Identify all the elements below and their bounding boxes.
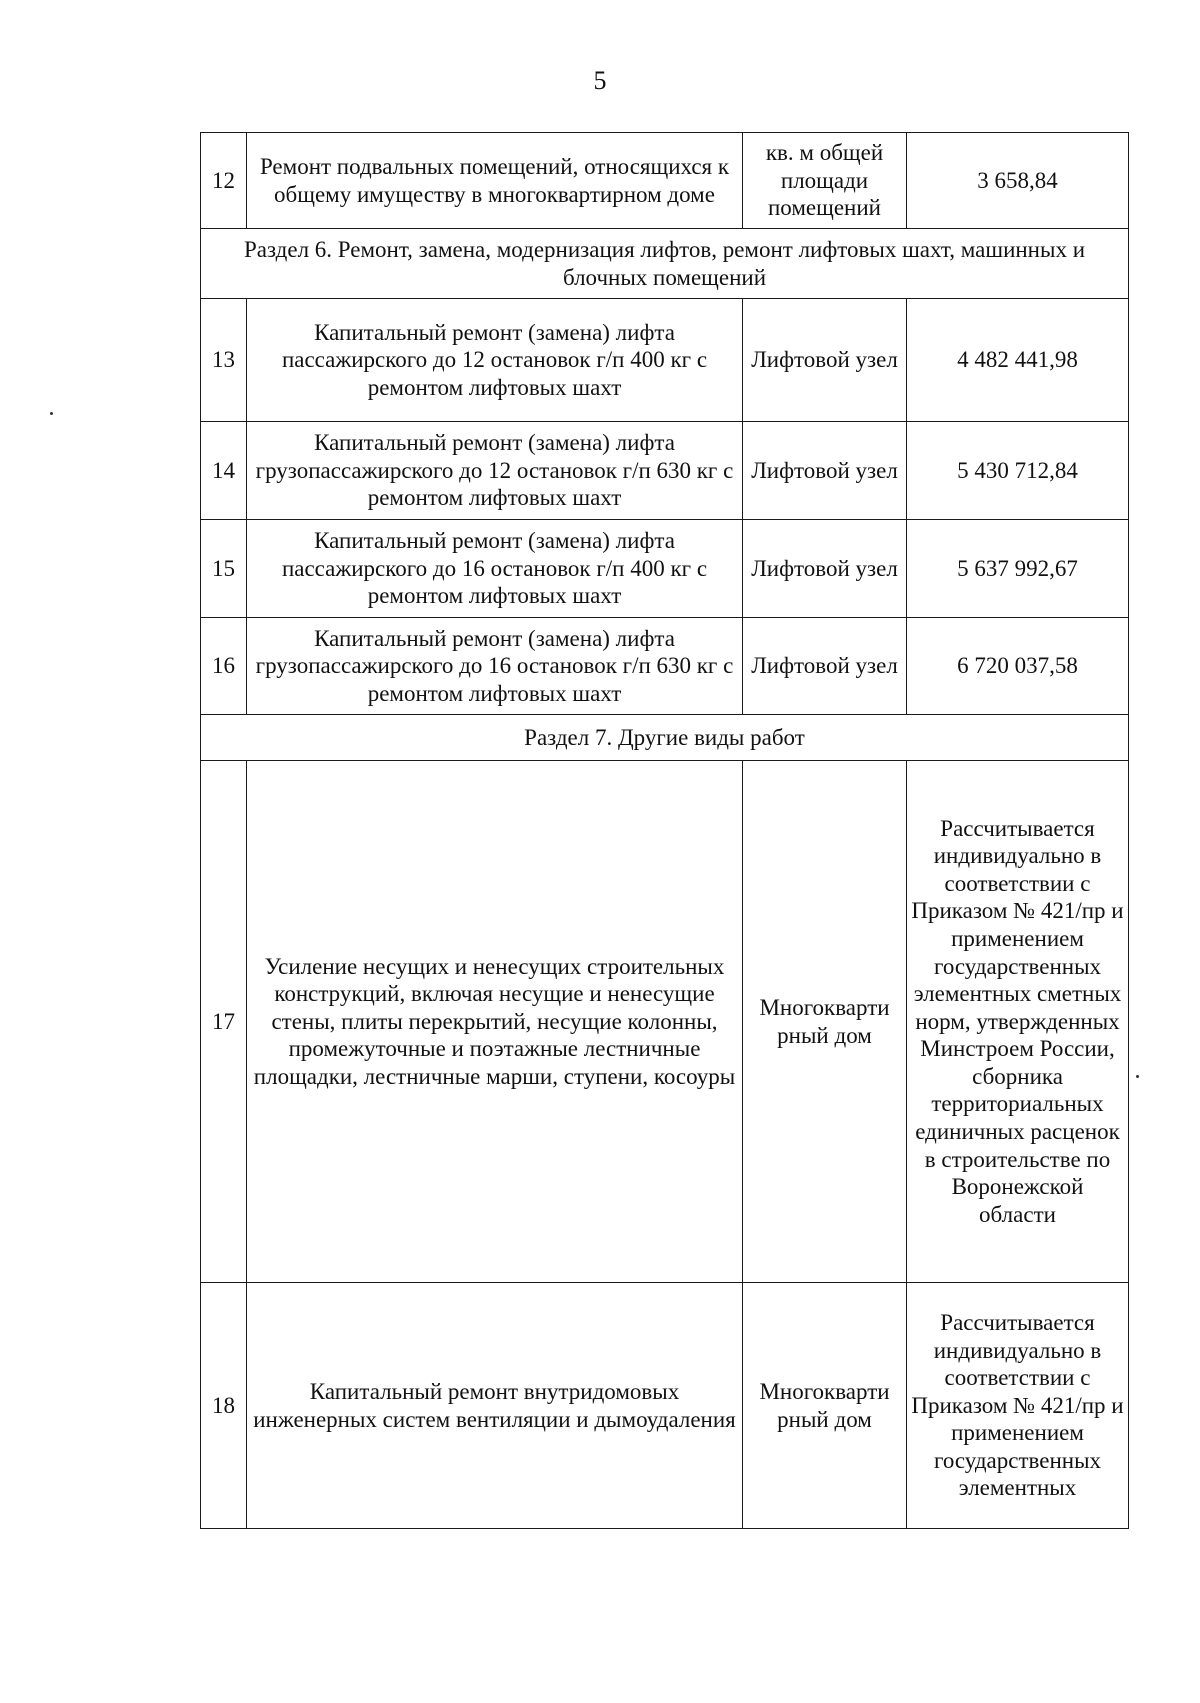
page-number: 5 [593, 66, 607, 95]
unit-of-measure: Многокварти рный дом [743, 1283, 907, 1529]
section-heading: Раздел 7. Другие виды работ [201, 715, 1129, 761]
cost-value: 3 658,84 [907, 133, 1129, 229]
cost-value: 5 637 992,67 [907, 520, 1129, 618]
unit-of-measure: Лифтовой узел [743, 422, 907, 520]
unit-of-measure: Лифтовой узел [743, 299, 907, 422]
row-number: 17 [201, 761, 247, 1283]
table-row [201, 1283, 1129, 1529]
unit-of-measure: Многокварти рный дом [743, 761, 907, 1283]
table-row [201, 133, 1129, 229]
section-heading: Раздел 6. Ремонт, замена, модернизация лифтов, ремонт лифтовых шахт, машинных и блочных помещений [201, 229, 1129, 299]
scan-speck [50, 412, 53, 415]
row-number: 15 [201, 520, 247, 618]
table-row [201, 520, 1129, 618]
cost-value: Рассчитывается индивидуально в соответствии с Приказом № 421/пр и применением государственных элементных сметных норм, утвержденных Минстроем России, сборника территориальных единичных расценок в строительстве по Воронежской области [907, 761, 1129, 1283]
work-name: Капитальный ремонт (замена) лифта пассажирского до 16 остановок г/п 400 кг с ремонтом лифтовых шахт [247, 520, 743, 618]
work-name: Усиление несущих и ненесущих строительных конструкций, включая несущие и ненесущие стены, плиты перекрытий, несущие колонны, промежуточные и поэтажные лестничные площадки, лестничные марши, ступени, косоуры [247, 761, 743, 1283]
scan-speck [1136, 1075, 1139, 1078]
cost-value: 4 482 441,98 [907, 299, 1129, 422]
cost-value: 5 430 712,84 [907, 422, 1129, 520]
section-row [201, 229, 1129, 299]
section-row [201, 715, 1129, 761]
row-number: 18 [201, 1283, 247, 1529]
table-row [201, 422, 1129, 520]
row-number: 16 [201, 618, 247, 715]
row-number: 13 [201, 299, 247, 422]
unit-of-measure: Лифтовой узел [743, 618, 907, 715]
unit-of-measure: кв. м общей площади помещений [743, 133, 907, 229]
row-number: 12 [201, 133, 247, 229]
unit-of-measure: Лифтовой узел [743, 520, 907, 618]
cost-value: 6 720 037,58 [907, 618, 1129, 715]
work-name: Капитальный ремонт внутридомовых инженерных систем вентиляции и дымоудаления [247, 1283, 743, 1529]
table-row [201, 299, 1129, 422]
row-number: 14 [201, 422, 247, 520]
table-row [201, 618, 1129, 715]
work-name: Капитальный ремонт (замена) лифта грузопассажирского до 16 остановок г/п 630 кг с ремонтом лифтовых шахт [247, 618, 743, 715]
table-row [201, 761, 1129, 1283]
work-name: Ремонт подвальных помещений, относящихся к общему имуществу в многоквартирном доме [247, 133, 743, 229]
cost-value: Рассчитывается индивидуально в соответствии с Приказом № 421/пр и применением государственных элементных [907, 1283, 1129, 1529]
works-table [200, 132, 1129, 1529]
work-name: Капитальный ремонт (замена) лифта пассажирского до 12 остановок г/п 400 кг с ремонтом лифтовых шахт [247, 299, 743, 422]
work-name: Капитальный ремонт (замена) лифта грузопассажирского до 12 остановок г/п 630 кг с ремонтом лифтовых шахт [247, 422, 743, 520]
